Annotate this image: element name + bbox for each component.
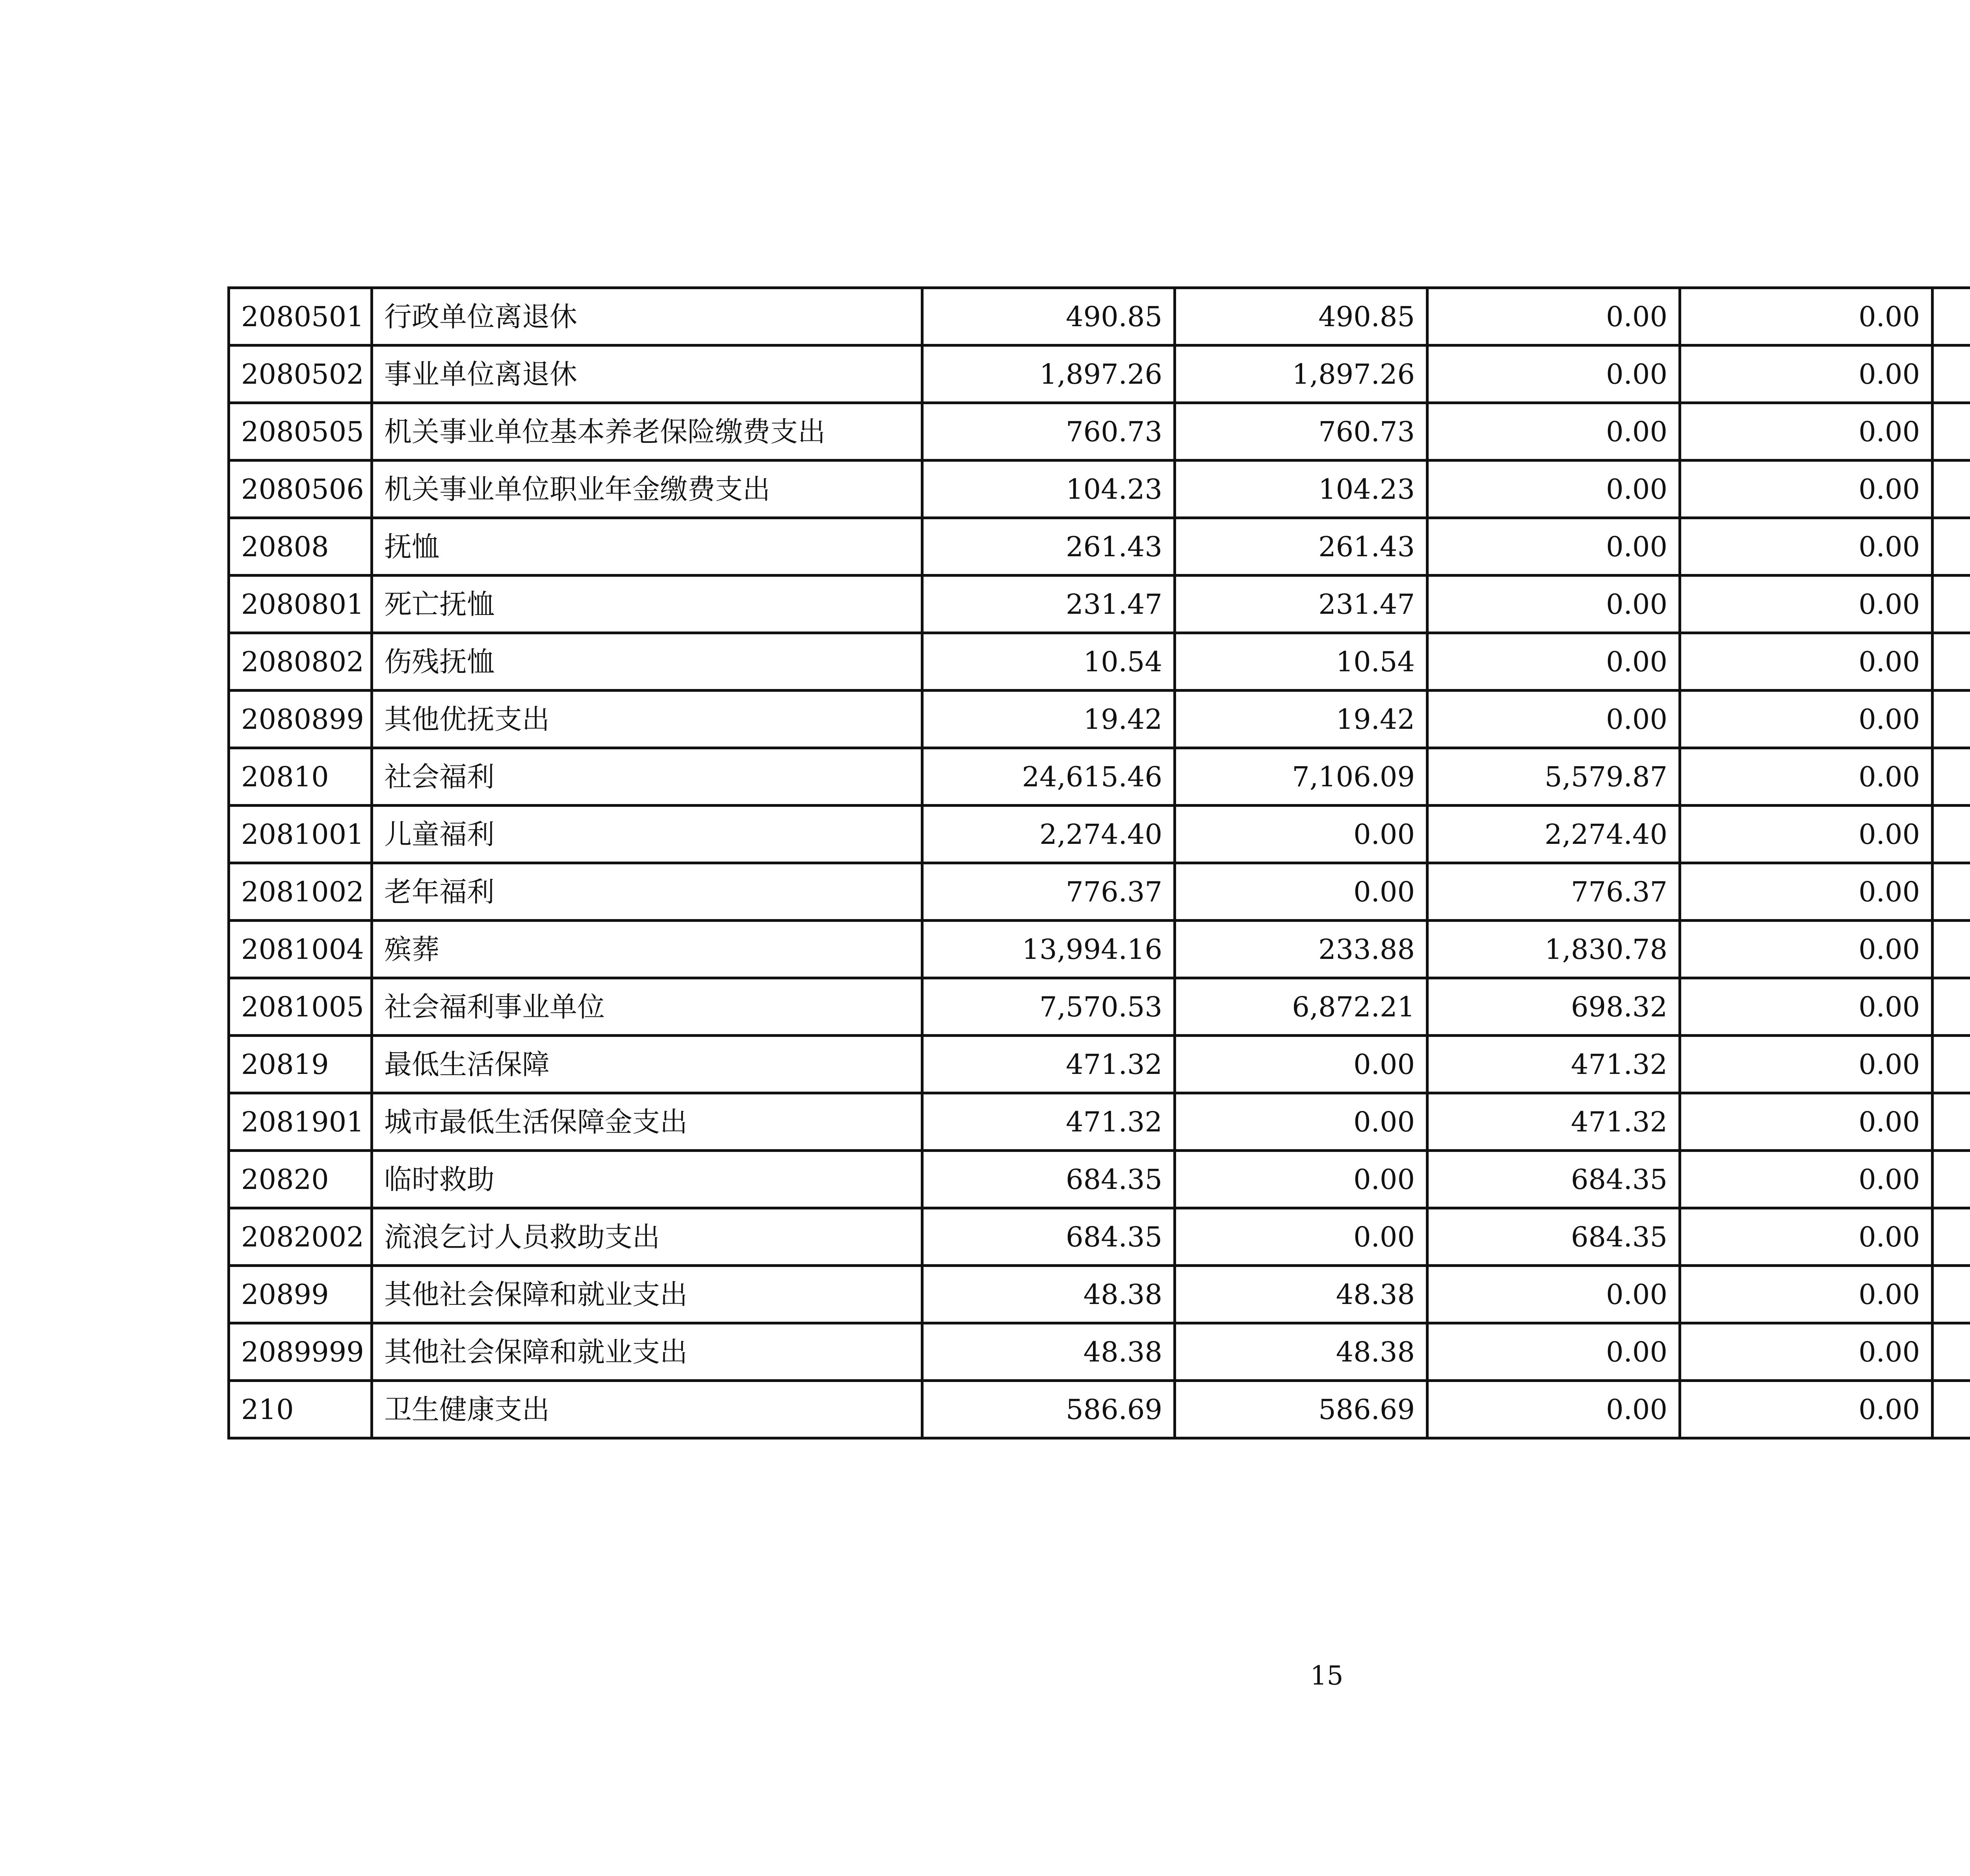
row-value-cell: 0.00	[1427, 1266, 1680, 1323]
row-name-cell: 抚恤	[372, 518, 922, 576]
row-value-cell: 0.00	[1680, 863, 1933, 921]
row-value-cell: 0.00	[1680, 633, 1933, 691]
row-value-cell: 0.00	[1680, 1208, 1933, 1266]
row-code-cell: 2080801	[229, 576, 372, 633]
row-value-cell: 0.00	[1427, 518, 1680, 576]
row-value-cell: 261.43	[922, 518, 1175, 576]
row-name-cell: 机关事业单位基本养老保险缴费支出	[372, 403, 922, 461]
row-value-cell: 0.00	[1680, 403, 1933, 461]
table-row	[229, 1381, 1970, 1438]
row-value-cell: 10.54	[1175, 633, 1427, 691]
row-name-cell: 行政单位离退休	[372, 288, 922, 345]
row-value-cell: 7,106.09	[1175, 748, 1427, 806]
row-value-cell: 48.38	[922, 1266, 1175, 1323]
row-value-cell: 5,579.87	[1427, 748, 1680, 806]
row-value-cell: 0.00	[1427, 345, 1680, 403]
row-value-cell: 6,872.21	[1175, 978, 1427, 1036]
row-value-cell: 760.73	[1175, 403, 1427, 461]
row-name-cell: 卫生健康支出	[372, 1381, 922, 1438]
row-value-cell: 776.37	[1427, 863, 1680, 921]
row-code-cell: 2080505	[229, 403, 372, 461]
row-value-cell: 19.42	[1175, 691, 1427, 748]
page-number: 15	[1310, 1661, 1344, 1691]
row-name-cell: 其他社会保障和就业支出	[372, 1323, 922, 1381]
row-value-cell: 0.00	[1175, 1208, 1427, 1266]
row-code-cell: 2081005	[229, 978, 372, 1036]
row-value-cell: 0.00	[1427, 1323, 1680, 1381]
row-value-cell: 0.00	[1680, 1036, 1933, 1093]
row-value-cell: 48.38	[1175, 1323, 1427, 1381]
row-value-cell: 0.00	[1680, 518, 1933, 576]
row-value-cell: 0.00	[1427, 633, 1680, 691]
row-value-cell: 231.47	[922, 576, 1175, 633]
row-code-cell: 20899	[229, 1266, 372, 1323]
table-row	[229, 403, 1970, 461]
row-name-cell: 伤残抚恤	[372, 633, 922, 691]
table-body	[229, 288, 1970, 1438]
table-row	[229, 345, 1970, 403]
row-value-cell: 684.35	[1427, 1208, 1680, 1266]
row-name-cell: 老年福利	[372, 863, 922, 921]
row-name-cell: 社会福利事业单位	[372, 978, 922, 1036]
row-value-cell: 0.00	[1427, 1381, 1680, 1438]
row-value-cell	[1933, 576, 1970, 633]
row-value-cell: 684.35	[922, 1151, 1175, 1208]
row-value-cell	[1933, 461, 1970, 518]
table-row	[229, 1208, 1970, 1266]
row-value-cell: 0.00	[1680, 1381, 1933, 1438]
table-row	[229, 633, 1970, 691]
row-value-cell: 104.23	[922, 461, 1175, 518]
table-row	[229, 978, 1970, 1036]
row-code-cell: 20820	[229, 1151, 372, 1208]
row-value-cell: 0.00	[1427, 691, 1680, 748]
row-value-cell: 490.85	[922, 288, 1175, 345]
row-value-cell	[1933, 345, 1970, 403]
row-value-cell	[1933, 978, 1970, 1036]
row-value-cell: 0.00	[1680, 1323, 1933, 1381]
row-value-cell: 0.00	[1175, 1093, 1427, 1151]
row-value-cell: 0.00	[1427, 576, 1680, 633]
row-value-cell: 760.73	[922, 403, 1175, 461]
budget-table	[227, 286, 1970, 1440]
row-code-cell: 2081901	[229, 1093, 372, 1151]
row-value-cell: 698.32	[1427, 978, 1680, 1036]
row-value-cell: 2,274.40	[922, 806, 1175, 863]
table-row	[229, 1093, 1970, 1151]
row-value-cell: 0.00	[1175, 1036, 1427, 1093]
row-value-cell: 0.00	[1680, 806, 1933, 863]
row-value-cell	[1933, 748, 1970, 806]
row-value-cell: 231.47	[1175, 576, 1427, 633]
row-value-cell	[1933, 1036, 1970, 1093]
row-value-cell: 261.43	[1175, 518, 1427, 576]
row-value-cell: 1,897.26	[1175, 345, 1427, 403]
row-value-cell: 0.00	[1680, 1093, 1933, 1151]
row-value-cell	[1933, 518, 1970, 576]
row-value-cell: 0.00	[1175, 863, 1427, 921]
row-value-cell	[1933, 1208, 1970, 1266]
table-row	[229, 863, 1970, 921]
row-code-cell: 20810	[229, 748, 372, 806]
table-row	[229, 921, 1970, 978]
row-value-cell	[1933, 288, 1970, 345]
row-value-cell: 0.00	[1680, 288, 1933, 345]
row-value-cell: 471.32	[922, 1093, 1175, 1151]
row-value-cell: 19.42	[922, 691, 1175, 748]
row-value-cell	[1933, 806, 1970, 863]
row-name-cell: 死亡抚恤	[372, 576, 922, 633]
row-value-cell	[1933, 1151, 1970, 1208]
row-value-cell: 1,897.26	[922, 345, 1175, 403]
row-value-cell: 1,830.78	[1427, 921, 1680, 978]
row-name-cell: 机关事业单位职业年金缴费支出	[372, 461, 922, 518]
row-value-cell: 586.69	[1175, 1381, 1427, 1438]
row-code-cell: 2080501	[229, 288, 372, 345]
row-value-cell	[1933, 403, 1970, 461]
row-code-cell: 2080502	[229, 345, 372, 403]
row-value-cell: 471.32	[1427, 1093, 1680, 1151]
row-value-cell	[1933, 921, 1970, 978]
row-value-cell	[1933, 633, 1970, 691]
table-row	[229, 576, 1970, 633]
row-value-cell: 471.32	[922, 1036, 1175, 1093]
row-value-cell: 0.00	[1680, 1151, 1933, 1208]
row-value-cell: 776.37	[922, 863, 1175, 921]
row-value-cell: 104.23	[1175, 461, 1427, 518]
row-code-cell: 2089999	[229, 1323, 372, 1381]
row-value-cell	[1933, 1266, 1970, 1323]
row-value-cell: 10.54	[922, 633, 1175, 691]
table-row	[229, 691, 1970, 748]
row-name-cell: 其他社会保障和就业支出	[372, 1266, 922, 1323]
row-code-cell: 2082002	[229, 1208, 372, 1266]
row-value-cell: 0.00	[1680, 921, 1933, 978]
table-row	[229, 1323, 1970, 1381]
table-row	[229, 1266, 1970, 1323]
row-value-cell: 0.00	[1680, 345, 1933, 403]
table-row	[229, 461, 1970, 518]
table-row	[229, 518, 1970, 576]
row-value-cell: 0.00	[1680, 1266, 1933, 1323]
row-code-cell: 2081001	[229, 806, 372, 863]
row-value-cell: 0.00	[1427, 403, 1680, 461]
row-code-cell: 2080506	[229, 461, 372, 518]
row-code-cell: 2081004	[229, 921, 372, 978]
table-row	[229, 1151, 1970, 1208]
row-value-cell: 471.32	[1427, 1036, 1680, 1093]
row-code-cell: 210	[229, 1381, 372, 1438]
row-name-cell: 社会福利	[372, 748, 922, 806]
row-value-cell: 0.00	[1427, 461, 1680, 518]
row-value-cell: 0.00	[1427, 288, 1680, 345]
table-row	[229, 288, 1970, 345]
row-value-cell: 0.00	[1680, 748, 1933, 806]
row-value-cell: 7,570.53	[922, 978, 1175, 1036]
row-value-cell: 48.38	[922, 1323, 1175, 1381]
row-value-cell: 13,994.16	[922, 921, 1175, 978]
row-value-cell: 24,615.46	[922, 748, 1175, 806]
row-value-cell: 586.69	[922, 1381, 1175, 1438]
row-value-cell: 0.00	[1680, 576, 1933, 633]
table-row	[229, 806, 1970, 863]
row-value-cell: 684.35	[922, 1208, 1175, 1266]
row-value-cell: 684.35	[1427, 1151, 1680, 1208]
row-value-cell	[1933, 1323, 1970, 1381]
row-value-cell: 233.88	[1175, 921, 1427, 978]
row-value-cell	[1933, 691, 1970, 748]
row-value-cell	[1933, 1093, 1970, 1151]
row-value-cell: 490.85	[1175, 288, 1427, 345]
row-name-cell: 临时救助	[372, 1151, 922, 1208]
row-value-cell: 0.00	[1680, 461, 1933, 518]
row-value-cell: 0.00	[1680, 691, 1933, 748]
table-row	[229, 1036, 1970, 1093]
row-code-cell: 2081002	[229, 863, 372, 921]
row-name-cell: 最低生活保障	[372, 1036, 922, 1093]
row-value-cell	[1933, 1381, 1970, 1438]
row-value-cell: 0.00	[1680, 978, 1933, 1036]
row-name-cell: 事业单位离退休	[372, 345, 922, 403]
row-name-cell: 殡葬	[372, 921, 922, 978]
row-name-cell: 城市最低生活保障金支出	[372, 1093, 922, 1151]
row-name-cell: 儿童福利	[372, 806, 922, 863]
row-value-cell	[1933, 863, 1970, 921]
row-value-cell: 0.00	[1175, 1151, 1427, 1208]
row-code-cell: 20819	[229, 1036, 372, 1093]
row-name-cell: 其他优抚支出	[372, 691, 922, 748]
row-value-cell: 2,274.40	[1427, 806, 1680, 863]
row-code-cell: 2080899	[229, 691, 372, 748]
row-value-cell: 0.00	[1175, 806, 1427, 863]
row-value-cell: 48.38	[1175, 1266, 1427, 1323]
row-code-cell: 2080802	[229, 633, 372, 691]
row-code-cell: 20808	[229, 518, 372, 576]
row-name-cell: 流浪乞讨人员救助支出	[372, 1208, 922, 1266]
table-row	[229, 748, 1970, 806]
